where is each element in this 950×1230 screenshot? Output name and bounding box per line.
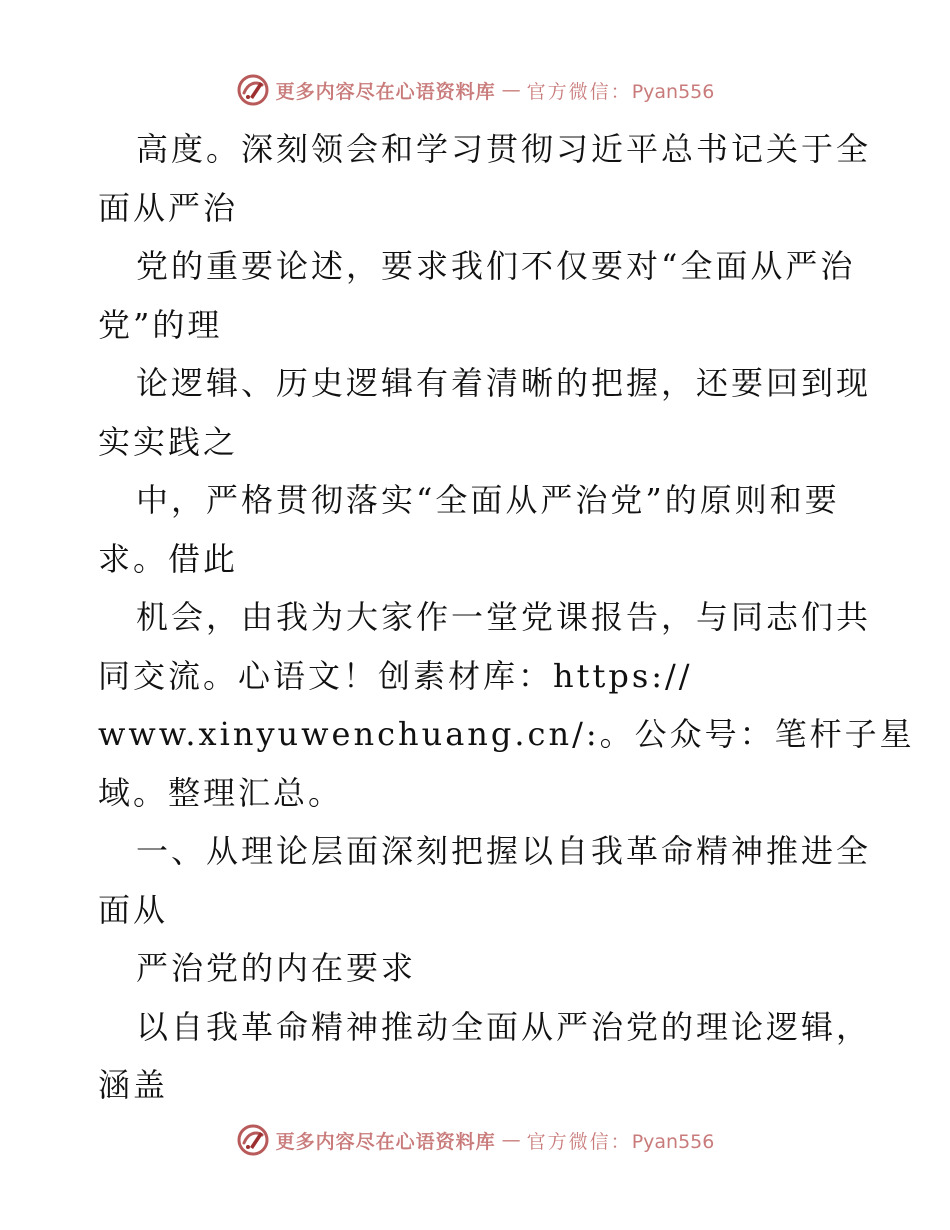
document-body: [98, 120, 915, 1115]
text-line: 域。整理汇总。: [98, 773, 344, 812]
text-line: 以自我革命精神推动全面从严治党的理论逻辑，: [136, 1007, 872, 1046]
wechat-id: Pyan556: [631, 1130, 715, 1153]
text-line: 中，严格贯彻落实“全面从严治党”的原则和要: [136, 481, 840, 519]
section-heading-line: 严治党的内在要求: [136, 949, 417, 987]
text-line: 党的重要论述，要求我们不仅要对“全面从严治: [136, 247, 856, 285]
section-heading-line: 面从: [98, 890, 169, 929]
banner-wechat: [527, 1127, 715, 1154]
text-line-url: www.xinyuwenchuang.cn/:。公众号：笔杆子星: [98, 715, 915, 753]
wechat-label: 官方微信：: [526, 80, 632, 103]
text-line: 论逻辑、历史逻辑有着清晰的把握，还要回到现: [136, 364, 872, 402]
section-heading-line: 一、从理论层面深刻把握以自我革命精神推进全: [136, 832, 872, 870]
text-line: 高度。深刻领会和学习贯彻习近平总书记关于全: [136, 130, 872, 168]
header-banner: [0, 70, 950, 110]
banner-wechat: [527, 77, 715, 104]
text-line: 党”的理: [98, 305, 223, 344]
text-line: 面从严治: [98, 188, 239, 227]
banner-dash: —: [501, 79, 521, 101]
banner-text: 更多内容尽在心语资料库: [275, 80, 496, 103]
signature-seal-icon: [236, 73, 270, 107]
text-line: 机会，由我为大家作一堂党课报告，与同志们共: [136, 598, 872, 636]
footer-banner: [0, 1120, 950, 1160]
banner-text: 更多内容尽在心语资料库: [275, 1130, 496, 1153]
text-line: 涵盖: [98, 1066, 169, 1104]
text-line: 求。借此: [98, 539, 239, 578]
text-line: 实实践之: [98, 422, 239, 461]
signature-seal-icon: [236, 1123, 270, 1157]
wechat-id: Pyan556: [631, 80, 715, 103]
banner-dash: —: [501, 1129, 521, 1151]
text-line: 同交流。心语文！创素材库：https://: [98, 656, 693, 695]
wechat-label: 官方微信：: [526, 1130, 632, 1153]
